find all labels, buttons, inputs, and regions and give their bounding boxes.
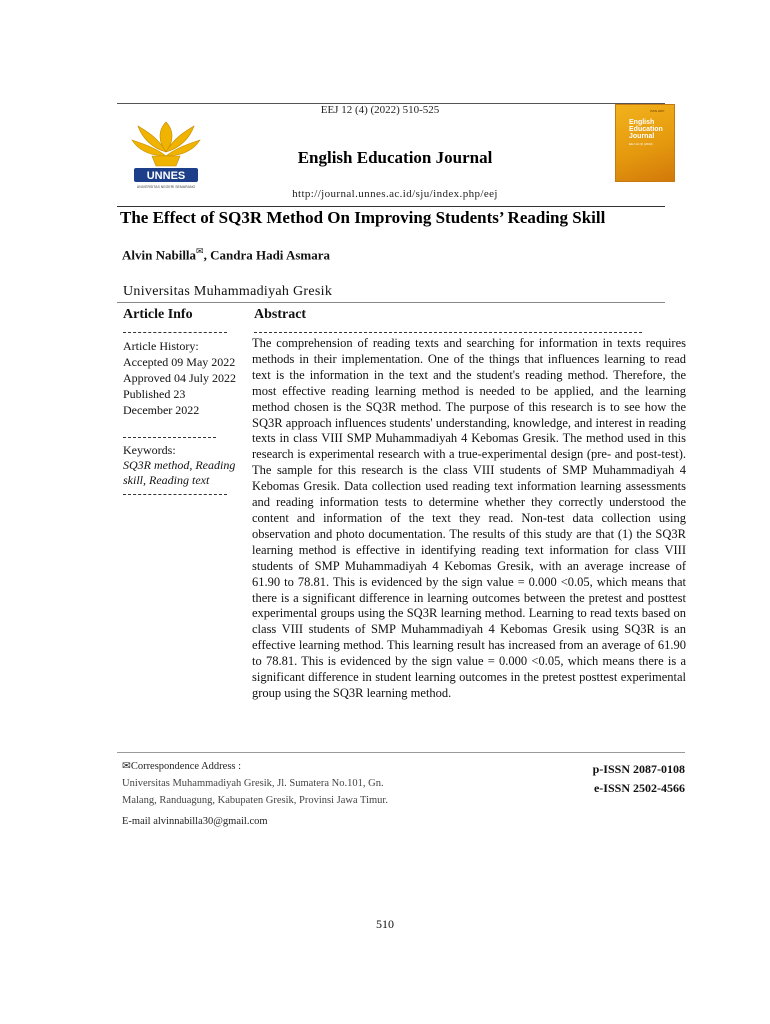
unnes-logo <box>128 112 204 192</box>
published-date-line2: December 2022 <box>123 403 200 417</box>
page-number: 510 <box>376 917 394 931</box>
cover-title-line: Education <box>629 126 663 133</box>
journal-citation: EEJ 12 (4) (2022) 510-525 <box>320 104 440 116</box>
issn-block <box>560 760 685 798</box>
mail-icon: ✉ <box>122 761 131 772</box>
keywords-top-divider <box>123 437 216 439</box>
abstract-text: The comprehension of reading texts and searching for information in texts requires methods in their implementation. One of the things that influences learning to read text is the information in the text and the student's reading method. Therefore, the most effective reading learning method is needed to be applied, and the learning method chosen is the SQ3R method. The purpose of this research is to see how the SQ3R approach influences students' understanding, knowledge, and interest in reading texts in class VIII SMP Muhammadiyah 4 Kebomas Gresik. The method used in this research is experimental research with a true-experimental design (pre- and post-test). The sample for this research is the class VIII students of SMP Muhammadiyah 4 Kebomas Gresik. Data collection used reading text information learning assessments and reading information tests to determine whether they correctly understood the content and information of the text they read. Non-test data collection using observation and photo documentation. The results of this study are that (1) the SQ3R learning method is effective in identifying reading text information for class VIII students of SMP Muhammadiyah 4 Kebomas Gresik, with an average increase of 61.90 to 78.81. This is evidenced by the sign value = 0.000 <0.05, which means that there is a significant difference in learning outcomes between the pretest and posttest experimental groups using the SQ3R learning method. Learning to read texts based on class VIII students of SMP Muhammadiyah 4 Kebomas Gresik using SQ3R is an effective learning method. This learning result has increased from an average of 61.90 to 78.81. This is evidenced by the sign value = 0.000 <0.05, which means there is a significant difference in student learning outcomes in the pretest posttest experimental group using the SQ3R learning method. <box>252 336 686 700</box>
journal-cover-image <box>615 104 675 182</box>
author-first: Alvin Nabilla <box>122 247 197 263</box>
approved-date: Approved 04 July 2022 <box>123 371 236 385</box>
affiliation: Universitas Muhammadiyah Gresik <box>123 284 333 299</box>
cover-subtext: EEJ 12 (4) (2022) <box>629 142 653 146</box>
cover-top-text: ISSN 2087 <box>650 109 665 113</box>
header-bottom-rule <box>117 206 665 207</box>
authors <box>122 246 330 263</box>
keywords-line2: skill, Reading text <box>123 473 210 487</box>
article-history <box>123 338 248 418</box>
keywords-bottom-divider <box>123 494 227 496</box>
cover-title-line: English <box>629 119 655 126</box>
keywords-label: Keywords: <box>123 443 176 457</box>
address-line1: Universitas Muhammadiyah Gresik, Jl. Sumatera No.101, Gn. <box>122 778 384 789</box>
cover-title <box>629 119 663 140</box>
journal-url[interactable]: http://journal.unnes.ac.id/sju/index.php/eej <box>292 188 498 200</box>
footer-rule <box>117 752 685 753</box>
abstract-divider <box>254 332 642 334</box>
keywords-line1: SQ3R method, Reading <box>123 458 236 472</box>
accepted-date: Accepted 09 May 2022 <box>123 355 236 369</box>
paper-title: The Effect of SQ3R Method On Improving Students’ Reading Skill <box>120 208 606 227</box>
author-rest: , Candra Hadi Asmara <box>203 247 330 263</box>
cover-title-line: Journal <box>629 133 655 140</box>
print-issn: p-ISSN 2087-0108 <box>592 762 685 776</box>
logo-text: UNNES <box>146 170 186 182</box>
logo-subtext: UNIVERSITAS NEGERI SEMARANG <box>136 185 196 189</box>
affiliation-rule <box>117 302 665 303</box>
article-info-heading: Article Info <box>123 307 193 322</box>
correspondence-block <box>122 758 442 830</box>
electronic-issn: e-ISSN 2502-4566 <box>593 781 685 795</box>
correspondence-heading <box>122 758 442 775</box>
journal-title: English Education Journal <box>297 148 493 167</box>
published-date-line1: Published 23 <box>123 387 186 401</box>
keywords-block <box>123 443 248 488</box>
mail-icon: ✉ <box>196 246 204 256</box>
abstract-heading: Abstract <box>254 307 307 322</box>
correspondence-heading-text: Correspondence Address : <box>130 761 242 772</box>
address-line2: Malang, Randuagung, Kabupaten Gresik, Provinsi Jawa Timur. <box>122 795 388 806</box>
correspondence-email[interactable]: E-mail alvinnabilla30@gmail.com <box>122 816 268 827</box>
history-label: Article History: <box>123 339 199 353</box>
article-info-divider <box>123 332 227 334</box>
